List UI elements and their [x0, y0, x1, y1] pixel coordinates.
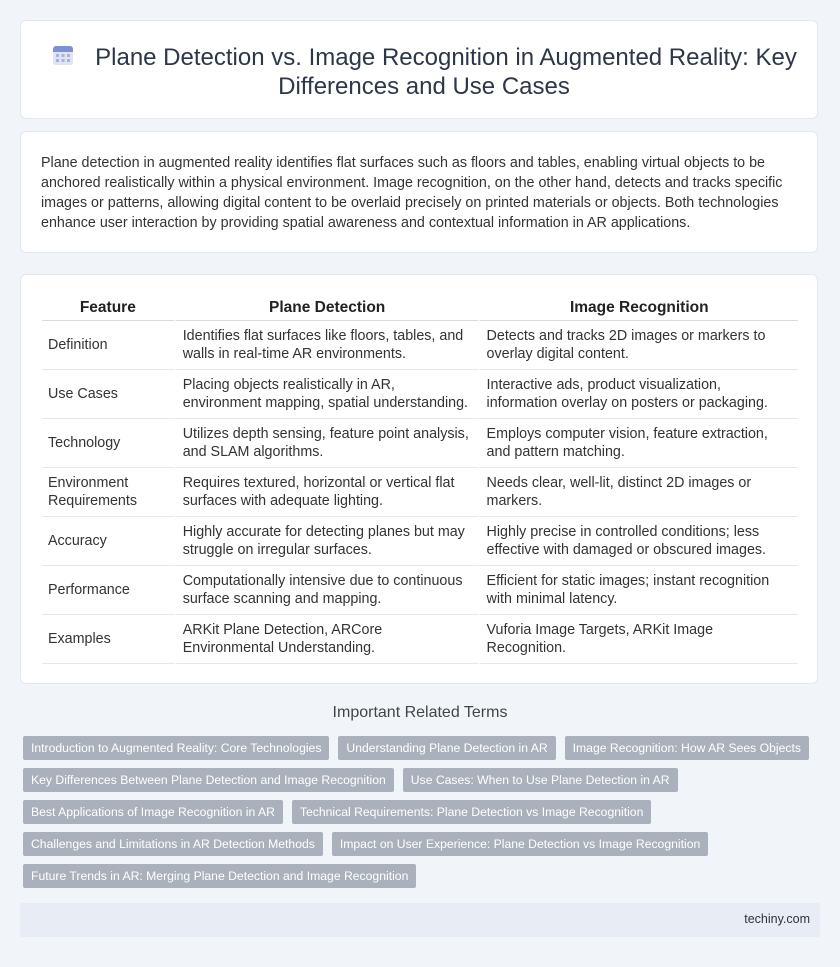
table-header-row	[42, 297, 798, 321]
related-term-link[interactable]: Technical Requirements: Plane Detection vs Image Recognition	[292, 800, 651, 824]
related-term-link[interactable]: Challenges and Limitations in AR Detection Methods	[23, 832, 323, 856]
feature-cell: Use Cases	[42, 370, 174, 419]
related-term-link[interactable]: Use Cases: When to Use Plane Detection in AR	[403, 768, 678, 792]
related-term-link[interactable]: Best Applications of Image Recognition in AR	[23, 800, 283, 824]
related-term-link[interactable]: Introduction to Augmented Reality: Core Technologies	[23, 736, 329, 760]
plane-detection-cell: Highly accurate for detecting planes but may struggle on irregular surfaces.	[174, 517, 478, 566]
related-term-link[interactable]: Impact on User Experience: Plane Detection vs Image Recognition	[332, 832, 708, 856]
header-feature: Feature	[42, 297, 174, 321]
table-row	[42, 566, 798, 615]
intro-paragraph: Plane detection in augmented reality identifies flat surfaces such as floors and tables, enabling virtual objects to be anchored realistically within a physical environment. Image recognition, on the other hand, detects and tracks specific images or patterns, allowing digital content to be overlaid precisely on printed materials or objects. Both technologies enhance user interaction by providing spatial awareness and contextual information in AR applications.	[41, 155, 783, 231]
related-term-link[interactable]: Key Differences Between Plane Detection and Image Recognition	[23, 768, 394, 792]
image-recognition-cell: Detects and tracks 2D images or markers to overlay digital content.	[478, 321, 798, 370]
plane-detection-cell: ARKit Plane Detection, ARCore Environmental Understanding.	[174, 615, 478, 664]
feature-cell: Technology	[42, 419, 174, 468]
tag-row	[23, 800, 823, 824]
feature-cell: Accuracy	[42, 517, 174, 566]
table-row	[42, 517, 798, 566]
header-plane-detection: Plane Detection	[174, 297, 478, 321]
table-row	[42, 321, 798, 370]
table-row	[42, 419, 798, 468]
related-term-link[interactable]: Image Recognition: How AR Sees Objects	[565, 736, 809, 760]
plane-detection-cell: Computationally intensive due to continuous surface scanning and mapping.	[174, 566, 478, 615]
tag-row	[23, 864, 823, 888]
feature-cell: Performance	[42, 566, 174, 615]
page-title-text: Plane Detection vs. Image Recognition in Augmented Reality: Key Differences and Use Cases	[95, 44, 797, 100]
plane-detection-cell: Placing objects realistically in AR, environment mapping, spatial understanding.	[174, 370, 478, 419]
header-image-recognition: Image Recognition	[478, 297, 798, 321]
table-row	[42, 615, 798, 664]
page-title	[51, 43, 797, 101]
image-recognition-cell: Employs computer vision, feature extraction, and pattern matching.	[478, 419, 798, 468]
tag-row	[23, 832, 823, 856]
related-term-link[interactable]: Understanding Plane Detection in AR	[338, 736, 555, 760]
intro-card	[20, 131, 818, 253]
comparison-card	[20, 274, 818, 684]
feature-cell: Definition	[42, 321, 174, 370]
image-recognition-cell: Highly precise in controlled conditions; less effective with damaged or obscured images.	[478, 517, 798, 566]
feature-cell: Environment Requirements	[42, 468, 174, 517]
image-recognition-cell: Interactive ads, product visualization, information overlay on posters or packaging.	[478, 370, 798, 419]
header-card	[20, 20, 818, 119]
plane-detection-cell: Utilizes depth sensing, feature point analysis, and SLAM algorithms.	[174, 419, 478, 468]
tag-row	[23, 736, 823, 760]
related-terms-title: Important Related Terms	[332, 704, 508, 721]
related-terms-list	[23, 736, 823, 896]
plane-detection-cell: Requires textured, horizontal or vertical flat surfaces with adequate lighting.	[174, 468, 478, 517]
table-row	[42, 468, 798, 517]
tag-row	[23, 768, 823, 792]
comparison-table	[42, 297, 798, 664]
feature-cell: Examples	[42, 615, 174, 664]
calendar-icon	[51, 43, 75, 67]
image-recognition-cell: Efficient for static images; instant recognition with minimal latency.	[478, 566, 798, 615]
table-row	[42, 370, 798, 419]
image-recognition-cell: Needs clear, well-lit, distinct 2D images or markers.	[478, 468, 798, 517]
footer-site-link[interactable]: techiny.com	[744, 912, 810, 926]
related-term-link[interactable]: Future Trends in AR: Merging Plane Detection and Image Recognition	[23, 864, 416, 888]
footer	[20, 903, 820, 937]
plane-detection-cell: Identifies flat surfaces like floors, tables, and walls in real-time AR environments.	[174, 321, 478, 370]
image-recognition-cell: Vuforia Image Targets, ARKit Image Recognition.	[478, 615, 798, 664]
